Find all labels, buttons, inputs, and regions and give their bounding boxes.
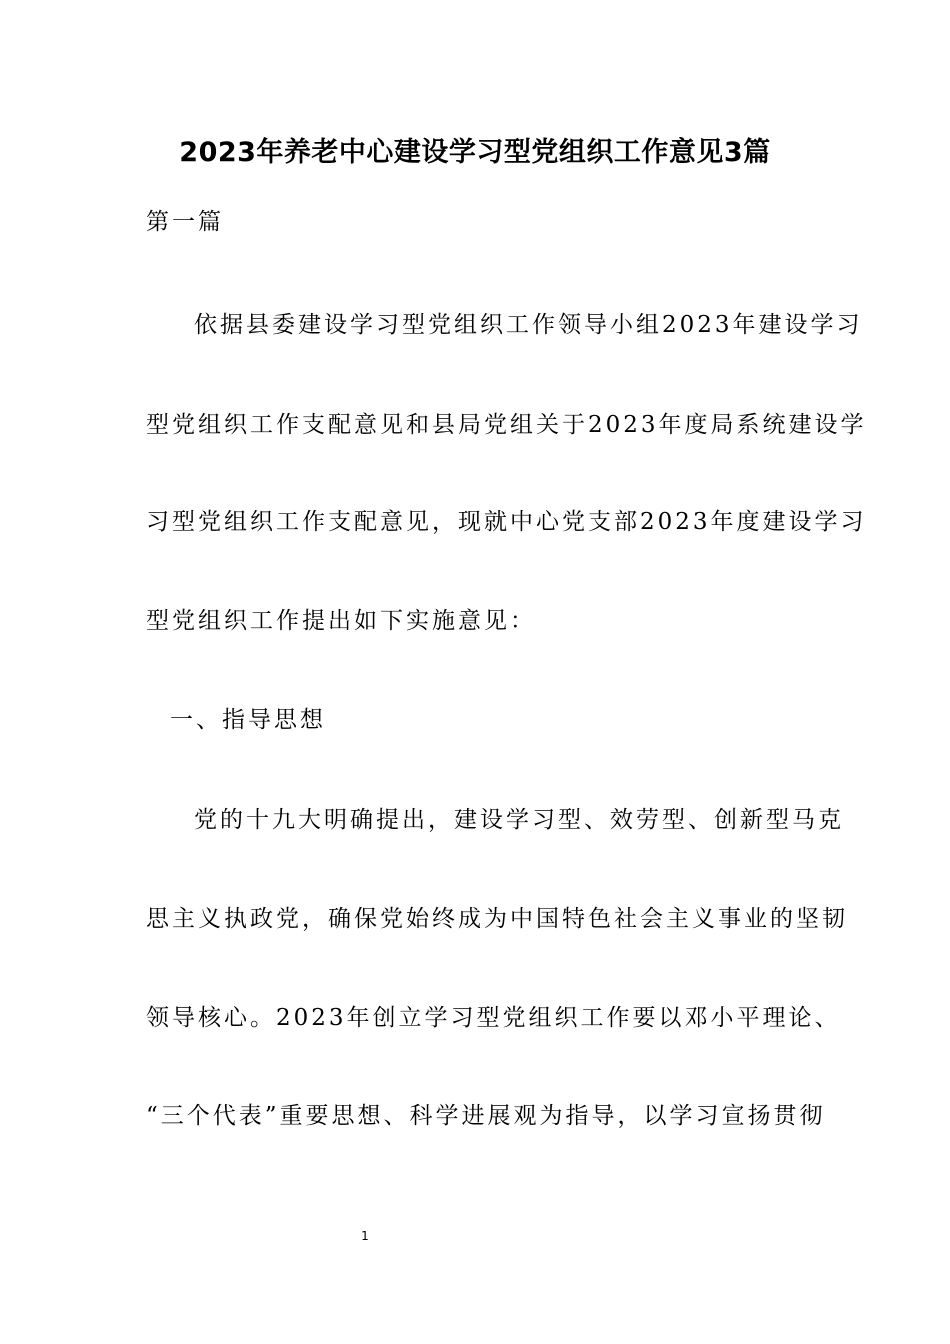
paragraph-line: 型党组织工作提出如下实施意见： xyxy=(146,608,536,634)
document-title: 2023年养老中心建设学习型党组织工作意见3篇 xyxy=(179,137,771,168)
paragraph-line: 党的十九大明确提出，建设学习型、效劳型、创新型马克 xyxy=(194,807,844,833)
paragraph-line: 领导核心。2023年创立学习型党组织工作要以邓小平理论、 xyxy=(146,1005,841,1031)
paragraph-line: 思主义执政党，确保党始终成为中国特色社会主义事业的坚韧 xyxy=(146,906,848,932)
paragraph-line: 依据县委建设学习型党组织工作领导小组2023年建设学习 xyxy=(194,312,863,338)
section-heading: 一、指导思想 xyxy=(170,707,326,733)
paragraph-line: “三个代表”重要思想、科学进展观为指导，以学习宣扬贯彻 xyxy=(146,1103,826,1129)
paragraph-line: 型党组织工作支配意见和县局党组关于2023年度局系统建设学 xyxy=(146,412,867,438)
page-number: 1 xyxy=(361,1229,369,1243)
section-label: 第一篇 xyxy=(146,209,224,235)
paragraph-line: 习型党组织工作支配意见，现就中心党支部2023年度建设学习 xyxy=(146,509,867,535)
